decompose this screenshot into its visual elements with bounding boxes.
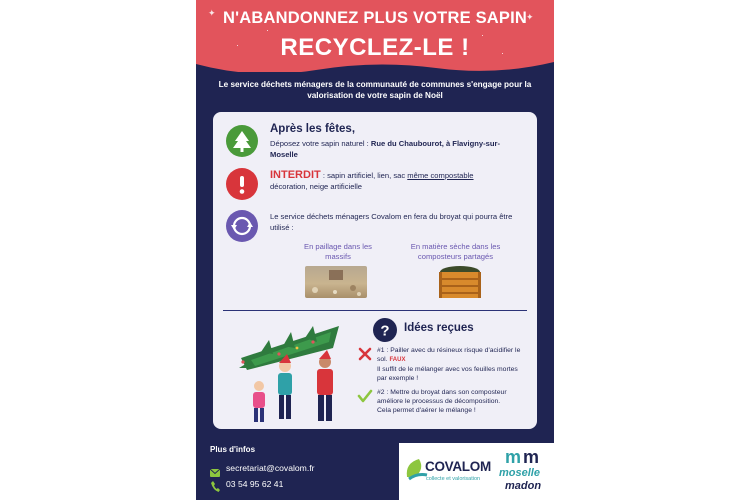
phone-number[interactable]: 03 54 95 62 41 bbox=[226, 479, 284, 489]
exclamation-icon bbox=[226, 168, 258, 200]
header-banner: ✦ · ✦ · · · N'ABANDONNEZ PLUS VOTRE SAPIN RECYCLEZ-LE ! bbox=[196, 0, 554, 72]
svg-text:m: m bbox=[523, 447, 540, 465]
use-paillage: En paillage dans les massifs bbox=[304, 242, 372, 261]
headline: N'ABANDONNEZ PLUS VOTRE SAPIN bbox=[223, 9, 527, 27]
mm-emblem-icon bbox=[505, 447, 545, 465]
email-icon bbox=[210, 464, 220, 472]
use-composteur: En matière sèche dans les composteurs partagés bbox=[410, 242, 501, 261]
cc-moselle: moselle bbox=[499, 467, 540, 479]
idee-2-statement: #2 : Mettre du broyat dans son composteur améliore le processus de décomposition. bbox=[377, 389, 507, 405]
divider bbox=[223, 310, 527, 311]
idees-title: Idées reçues bbox=[404, 322, 474, 334]
apres-title: Après les fêtes, bbox=[270, 123, 356, 135]
recycle-icon bbox=[226, 210, 258, 242]
mulch-photo bbox=[305, 266, 367, 298]
apres-text-main: Déposez votre sapin naturel : bbox=[270, 139, 371, 148]
family-carrying-tree-illustration bbox=[221, 318, 361, 428]
footer-heading: Plus d'infos bbox=[210, 445, 256, 454]
email-link[interactable]: secretariat@covalom.fr bbox=[226, 463, 315, 473]
idee-1-answer: Il suffit de le mélanger avec vos feuilles mortes par exemple ! bbox=[377, 366, 518, 382]
covalom-logo bbox=[403, 453, 489, 493]
interdit-underlined: même compostable bbox=[407, 171, 474, 180]
apres-address: Rue du Chaubourot, à Flavigny-sur-Moselle bbox=[270, 139, 500, 159]
cross-icon bbox=[357, 346, 373, 362]
logo-area bbox=[399, 443, 554, 500]
svg-text:?: ? bbox=[380, 322, 390, 340]
idee-1-statement: #1 : Pailler avec du résineux risque d'acidifier le sol. bbox=[377, 347, 521, 363]
phone-icon bbox=[211, 479, 220, 490]
moselle-madon-logo bbox=[495, 447, 553, 497]
question-icon bbox=[373, 318, 397, 342]
interdit-label: INTERDIT bbox=[270, 169, 321, 181]
idee-2-answer: Cela permet d'aérer le mélange ! bbox=[377, 407, 476, 414]
broyat-text: Le service déchets ménagers Covalom en fera du broyat qui pourra être utilisé : bbox=[270, 212, 513, 232]
covalom-tagline: collecte et valorisation bbox=[426, 476, 481, 482]
idee-2 bbox=[377, 388, 525, 415]
cc-madon: madon bbox=[505, 480, 542, 492]
interdit-text bbox=[270, 170, 510, 192]
content-card bbox=[213, 112, 537, 429]
intro-text: Le service déchets ménagers de la communauté de communes s'engage pour la valorisation de votre sapin de Noël bbox=[218, 80, 532, 100]
composter-photo bbox=[435, 264, 485, 300]
headline-main: RECYCLEZ-LE ! bbox=[280, 34, 470, 61]
idee-1 bbox=[377, 346, 525, 383]
check-icon bbox=[357, 388, 373, 404]
tree-icon bbox=[226, 125, 258, 157]
apres-text bbox=[270, 139, 510, 160]
interdit-list: : sapin artificiel, lien, sac bbox=[320, 171, 408, 180]
svg-text:m: m bbox=[505, 447, 522, 465]
faux-tag: FAUX bbox=[389, 357, 406, 363]
covalom-name: COVALOM bbox=[425, 459, 491, 474]
flyer bbox=[196, 0, 554, 500]
interdit-list-end: décoration, neige artificielle bbox=[270, 181, 363, 191]
